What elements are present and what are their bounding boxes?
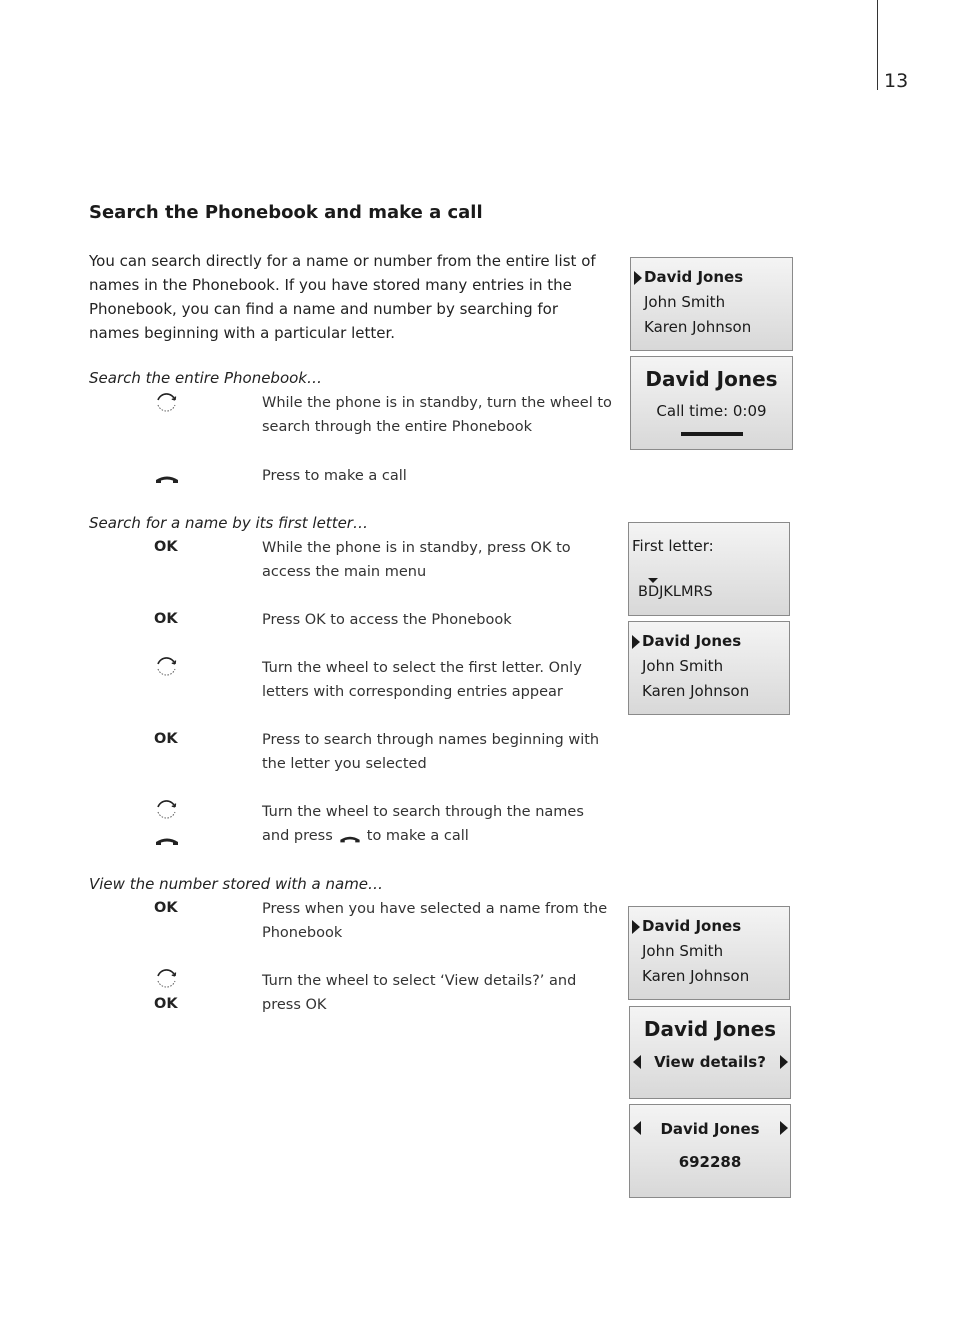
ok-key-label: OK <box>154 611 178 627</box>
ok-key-label: OK <box>154 996 178 1012</box>
step-text-part: to make a call <box>366 828 469 844</box>
step-text: Turn the wheel to select ‘View details?’ and press OK <box>262 973 577 1013</box>
step-text: Press when you have selected a name from the Phonebook <box>262 901 608 941</box>
letter-cursor-icon <box>648 578 658 583</box>
step-text-part: Turn the wheel to search through the names and press <box>262 804 584 844</box>
subsection-title-letter: Search for a name by its first letter… <box>89 514 368 532</box>
ok-key-label: OK <box>154 900 178 916</box>
list-item: John Smith <box>642 657 724 675</box>
page-number: 13 <box>884 70 909 92</box>
page-divider <box>877 0 878 90</box>
step-text: Press OK to access the Phonebook <box>262 612 512 628</box>
section-heading: Search the Phonebook and make a call <box>89 202 483 223</box>
wheel-icon <box>154 391 180 415</box>
phone-handset-icon <box>337 829 363 843</box>
wheel-icon <box>154 967 180 991</box>
list-item: Karen Johnson <box>644 318 752 336</box>
wheel-icon <box>154 655 180 679</box>
step-text: While the phone is in standby, turn the wheel to search through the entire Phonebook <box>262 395 612 435</box>
selection-arrow-icon <box>632 635 640 649</box>
ok-key-label: OK <box>154 539 178 555</box>
lcd-call <box>630 356 793 450</box>
list-item: Karen Johnson <box>642 682 750 700</box>
first-letter-label: First letter: <box>632 537 714 555</box>
call-time: Call time: 0:09 <box>656 402 767 420</box>
lcd-contact-number <box>629 1104 791 1198</box>
step-text <box>262 800 612 848</box>
selection-arrow-icon <box>634 271 642 285</box>
letter-strip: BDJKLMRS <box>638 584 713 600</box>
contact-name: David Jones <box>643 1017 777 1041</box>
step-text: While the phone is in standby, press OK to access the main menu <box>262 540 571 580</box>
list-item: David Jones <box>642 917 742 935</box>
subsection-title-view: View the number stored with a name… <box>89 875 384 893</box>
contact-name: David Jones <box>660 1120 760 1138</box>
lcd-phonebook-list <box>628 906 790 1000</box>
step-text: Press to make a call <box>262 468 407 484</box>
phone-handset-icon <box>154 470 180 494</box>
right-arrow-icon <box>780 1121 788 1135</box>
phone-number: 692288 <box>678 1153 742 1171</box>
step-text: Press to search through names beginning with the letter you selected <box>262 732 600 772</box>
lcd-first-letter <box>628 522 790 616</box>
lcd-phonebook-list <box>628 621 790 715</box>
call-indicator-bar <box>681 432 743 436</box>
lcd-phonebook-list <box>630 257 793 351</box>
wheel-icon <box>154 798 180 822</box>
lcd-view-details <box>629 1006 791 1099</box>
right-arrow-icon <box>780 1055 788 1069</box>
list-item: John Smith <box>644 293 726 311</box>
list-item: John Smith <box>642 942 724 960</box>
details-prompt: View details? <box>654 1053 766 1071</box>
selection-arrow-icon <box>632 920 640 934</box>
step-text: Turn the wheel to select the first letter. Only letters with corresponding entries appear <box>262 660 582 700</box>
phone-handset-icon <box>154 832 180 856</box>
intro-paragraph: You can search directly for a name or number from the entire list of names in the Phonebook. If you have stored many entries in the Phonebook, you can find a name and number by searching for names beginning with a particular letter. <box>89 252 596 342</box>
list-item: David Jones <box>642 632 742 650</box>
ok-key-label: OK <box>154 731 178 747</box>
caller-name: David Jones <box>645 367 778 391</box>
list-item: Karen Johnson <box>642 967 750 985</box>
list-item: David Jones <box>644 268 744 286</box>
subsection-title-entire: Search the entire Phonebook… <box>89 369 322 387</box>
